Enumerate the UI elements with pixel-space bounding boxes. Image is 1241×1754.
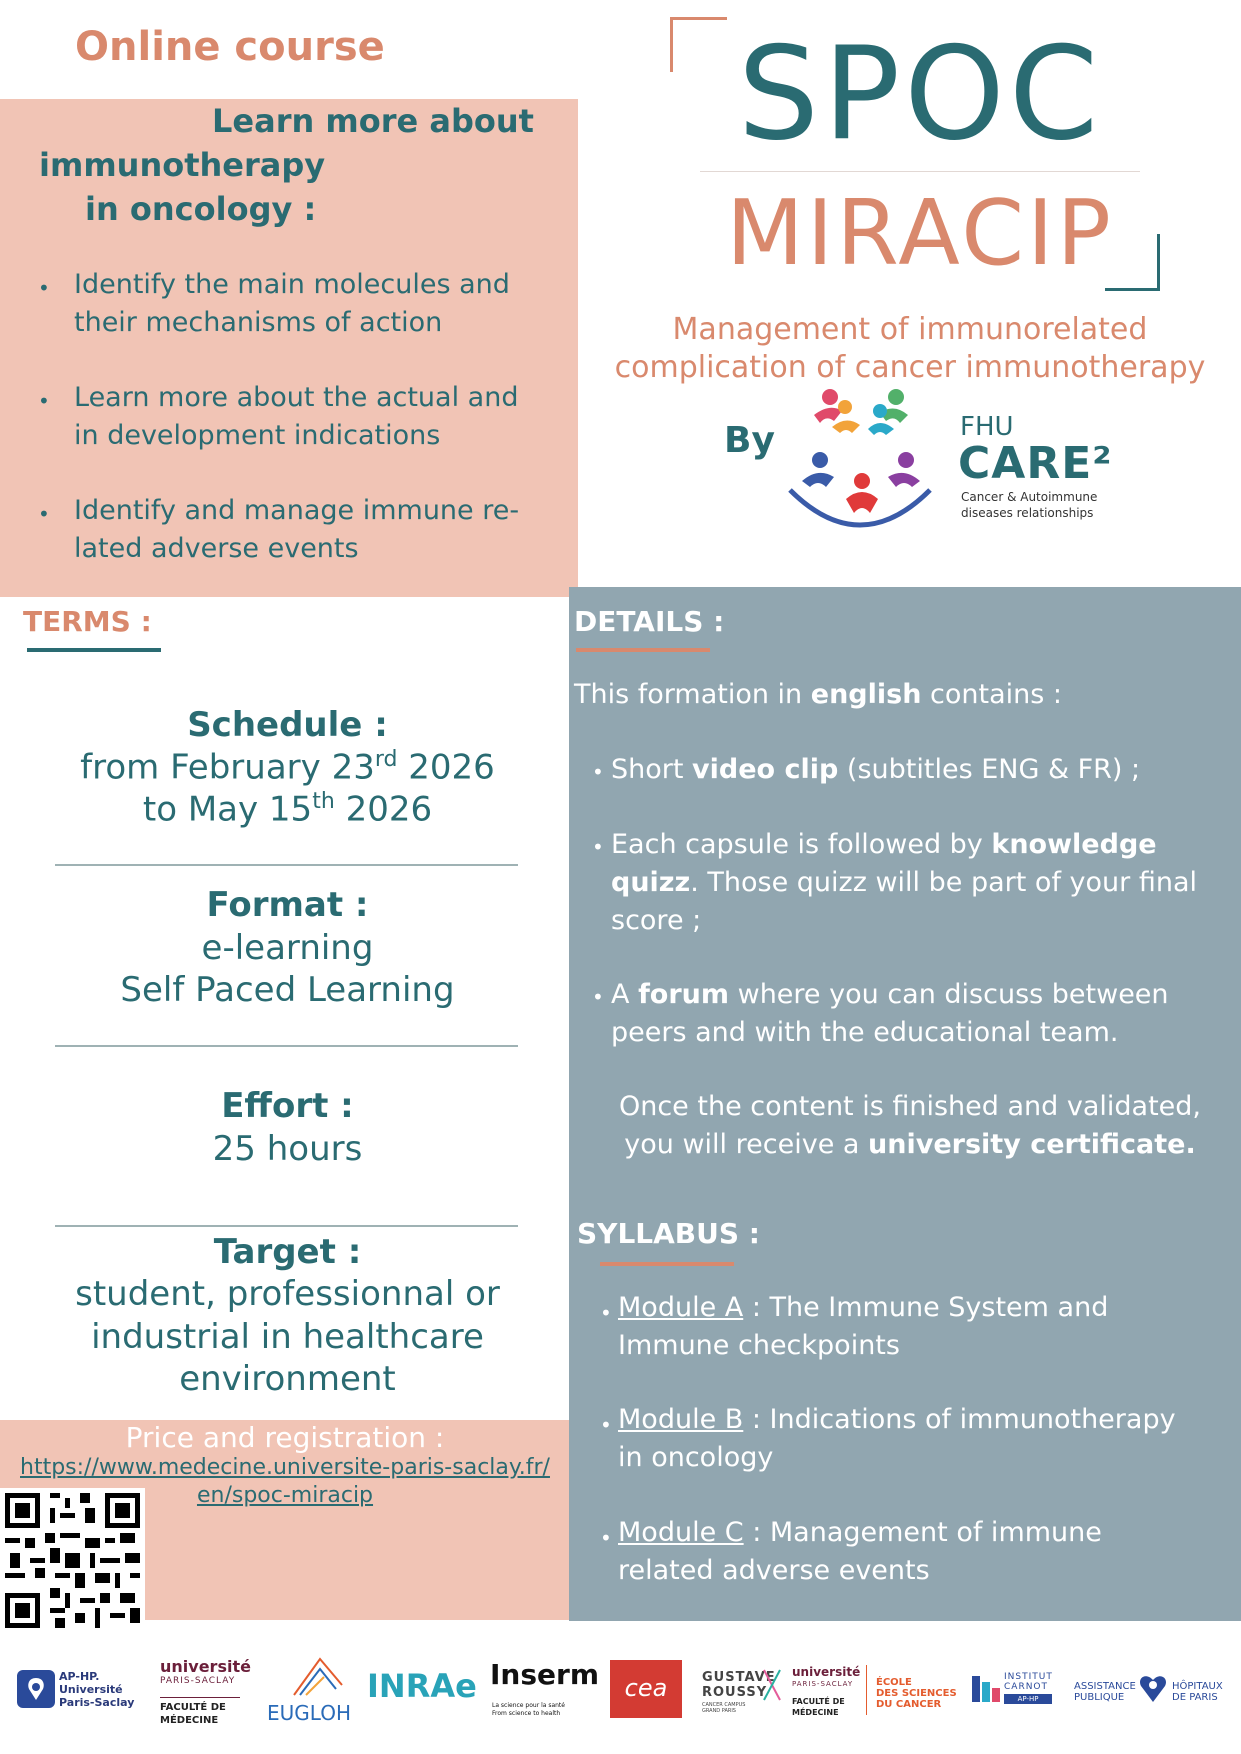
by-label: By: [724, 420, 775, 461]
registration-link-line-2[interactable]: en/spoc-miracip: [196, 1483, 374, 1508]
details-bullet-forum: [611, 976, 1231, 1052]
details-bullet-forum-bold: forum: [638, 979, 730, 1010]
registration-label: Price and registration :: [125, 1421, 445, 1454]
qr-code-icon[interactable]: [0, 1488, 145, 1633]
terms-heading: TERMS :: [23, 605, 152, 638]
gustave-roussy-line-2: ROUSSY: [702, 1685, 768, 1700]
ups-logo-sub: PARIS-SACLAY: [160, 1676, 236, 1686]
ups-logo: université: [160, 1657, 251, 1676]
terms-separator: [55, 1045, 518, 1047]
details-bullet-quizz-bold-1: knowledge: [991, 829, 1157, 860]
target-line-2: industrial in healthcare: [91, 1317, 484, 1357]
module-b-link[interactable]: Module B: [618, 1404, 744, 1435]
details-closing-pre: you will receive a: [624, 1129, 869, 1160]
module-c-desc-2: related adverse events: [618, 1555, 930, 1586]
terms-separator: [55, 1225, 518, 1227]
eugloh-logo-icon: [290, 1655, 346, 1701]
aphp-logo-right: [1172, 1681, 1223, 1703]
aphp-shield-icon: [17, 1670, 55, 1708]
intro-bullet-2: [74, 379, 574, 455]
inserm-tagline-2: From science to health: [492, 1710, 561, 1717]
miracip-wordmark: MIRACIP: [726, 181, 1114, 286]
bullet-icon: •: [600, 1301, 612, 1325]
details-intro-pre: This formation in: [574, 679, 811, 710]
intro-bullet-1-line-1: Identify the main molecules and: [74, 269, 510, 300]
aphp-line-4: DE PARIS: [1172, 1692, 1218, 1703]
module-c-desc-1: : Management of immune: [743, 1517, 1102, 1548]
details-bullet-video: [611, 751, 1140, 789]
ecole-logo: [876, 1677, 957, 1710]
ups2-faculty-line-1: FACULTÉ DE: [792, 1697, 845, 1706]
aphp-ups-line-2: Université: [59, 1683, 123, 1696]
aphp-ups-line-1: AP-HP.: [59, 1670, 100, 1683]
format-line-2: Self Paced Learning: [120, 970, 455, 1010]
carnot-aphp: AP-HP: [1004, 1694, 1052, 1704]
carnot-line-2: CARNOT: [1004, 1682, 1049, 1692]
ups-faculty: [160, 1701, 226, 1727]
inserm-tagline-1: La science pour la santé: [492, 1702, 565, 1709]
details-closing-line-1: Once the content is finished and validated,: [618, 1091, 1202, 1122]
intro-bullet-3: [74, 492, 574, 568]
spoc-wordmark: SPOC: [737, 20, 1103, 169]
syllabus-heading: SYLLABUS :: [577, 1217, 760, 1250]
eugloh-label: EUGLOH: [267, 1701, 351, 1725]
care-tagline-line-1: Cancer & Autoimmune: [961, 490, 1098, 504]
terms-underline: [27, 648, 161, 652]
target-line-1: student, professionnal or: [75, 1274, 500, 1314]
ups2-logo: université: [792, 1665, 861, 1679]
details-intro-post: contains :: [921, 679, 1062, 710]
page-kicker: Online course: [75, 24, 385, 70]
module-a-desc-2: Immune checkpoints: [618, 1330, 900, 1361]
aphp-line-1: ASSISTANCE: [1074, 1681, 1136, 1692]
target-label: Target :: [213, 1232, 362, 1272]
module-a-desc-1: : The Immune System and: [743, 1292, 1109, 1323]
gustave-roussy-line-1: GUSTAVE: [702, 1670, 776, 1685]
schedule-to-date: to May 15: [142, 789, 313, 830]
details-bullet-video-bold: video clip: [692, 754, 839, 785]
bullet-icon: •: [38, 276, 50, 300]
schedule-from: [40, 747, 535, 787]
details-closing-bold: university certificate.: [868, 1129, 1196, 1160]
module-b-desc-1: : Indications of immunotherapy: [743, 1404, 1176, 1435]
bullet-icon: •: [600, 1526, 612, 1550]
target-line-3: environment: [179, 1359, 396, 1399]
aphp-ups-line-3: Paris-Saclay: [59, 1696, 135, 1709]
inrae-logo: INRAe: [367, 1667, 477, 1705]
ups2-faculty-line-2: MÉDECINE: [792, 1708, 839, 1717]
schedule-to-year: 2026: [334, 789, 433, 830]
details-bullet-video-post: (subtitles ENG & FR) ;: [838, 754, 1141, 785]
details-bullet-video-pre: Short: [611, 754, 693, 785]
details-bullet-quizz-post-1: . Those quizz will be part of your final: [690, 867, 1197, 898]
schedule-from-date: from February 23: [80, 747, 375, 788]
module-b-desc-2: in oncology: [618, 1442, 774, 1473]
ups2-faculty: [792, 1696, 845, 1718]
details-bullet-forum-pre: A: [611, 979, 639, 1010]
carnot-mark-icon: [972, 1676, 1000, 1702]
ecole-line-1: ÉCOLE: [876, 1677, 912, 1688]
ecole-line-2: DES SCIENCES: [876, 1688, 957, 1699]
aphp-logo-left: [1074, 1681, 1136, 1703]
gustave-roussy-sub-2: GRAND PARIS: [702, 1708, 736, 1714]
schedule-from-year: 2026: [397, 747, 495, 788]
carnot-logo: [1004, 1672, 1053, 1692]
bullet-icon: •: [592, 835, 604, 859]
syllabus-module-b: [618, 1401, 1238, 1477]
ups-faculty-line-1: FACULTÉ DE: [160, 1702, 226, 1713]
intro-bullet-2-line-2: in development indications: [74, 420, 441, 451]
ups2-logo-sub: PARIS-SACLAY: [792, 1680, 854, 1688]
ups-logo-divider: [160, 1697, 240, 1698]
details-bullet-quizz-bold-2: quizz: [611, 867, 691, 898]
schedule-label: Schedule :: [187, 705, 388, 745]
intro-bullet-1-line-2: their mechanisms of action: [74, 307, 443, 338]
registration-link-line-1[interactable]: https://www.medecine.universite-paris-saclay.fr/: [20, 1455, 550, 1480]
fhu-label: FHU: [960, 412, 1014, 442]
ecole-divider: [866, 1665, 867, 1715]
intro-bullet-3-line-2: lated adverse events: [74, 533, 359, 564]
intro-bullet-1: [74, 266, 574, 342]
bullet-icon: •: [600, 1413, 612, 1437]
details-bullet-quizz: [611, 826, 1231, 940]
format-line-1: e-learning: [201, 928, 374, 968]
schedule-to: [40, 789, 535, 829]
intro-title-line-3: in oncology :: [85, 190, 317, 228]
gustave-roussy-sub: [702, 1702, 745, 1714]
course-subtitle-line-1: Management of immunorelated: [672, 312, 1148, 347]
terms-separator: [55, 864, 518, 866]
effort-value: 25 hours: [212, 1129, 363, 1169]
ups-faculty-line-2: MÉDECINE: [160, 1715, 219, 1726]
care-people-logo-icon: [780, 385, 940, 540]
carnot-line-1: INSTITUT: [1004, 1672, 1053, 1682]
care-tagline-line-2: diseases relationships: [961, 506, 1094, 520]
intro-bullet-3-line-1: Identify and manage immune re-: [74, 495, 520, 526]
intro-title-line-2: immunotherapy: [39, 146, 326, 184]
syllabus-underline: [600, 1262, 734, 1266]
module-c-link[interactable]: Module C: [618, 1517, 744, 1548]
syllabus-module-c: [618, 1514, 1238, 1590]
bullet-icon: •: [38, 389, 50, 413]
details-bullet-forum-post-1: where you can discuss between: [729, 979, 1169, 1010]
format-label: Format :: [206, 885, 369, 925]
details-bullet-quizz-post-2: score ;: [611, 905, 702, 936]
effort-label: Effort :: [221, 1086, 354, 1126]
ecole-line-3: DU CANCER: [876, 1699, 942, 1710]
schedule-from-suffix: rd: [374, 747, 398, 772]
details-intro: [574, 676, 1062, 714]
details-bullet-forum-post-2: peers and with the educational team.: [611, 1017, 1119, 1048]
syllabus-module-a: [618, 1289, 1238, 1365]
inserm-tagline: [492, 1702, 565, 1718]
details-closing: [580, 1088, 1240, 1164]
details-intro-bold: english: [810, 679, 922, 710]
aphp-line-3: HÔPITAUX: [1172, 1681, 1223, 1692]
inserm-logo: Inserm: [490, 1658, 599, 1691]
intro-bullet-2-line-1: Learn more about the actual and: [74, 382, 519, 413]
bullet-icon: •: [38, 502, 50, 526]
intro-title-line-1: Learn more about: [212, 102, 534, 140]
course-subtitle-line-2: complication of cancer immunotherapy: [614, 350, 1206, 385]
logo-divider: [700, 171, 1140, 172]
schedule-to-suffix: th: [312, 789, 335, 814]
cea-label: cea: [624, 1674, 668, 1702]
bullet-icon: •: [592, 760, 604, 784]
bullet-icon: •: [592, 985, 604, 1009]
gustave-roussy-mark-icon: [760, 1668, 784, 1702]
details-heading: DETAILS :: [574, 605, 725, 638]
details-underline: [576, 648, 710, 652]
aphp-line-2: PUBLIQUE: [1074, 1692, 1125, 1703]
care-wordmark: CARE²: [958, 438, 1113, 489]
module-a-link[interactable]: Module A: [618, 1292, 744, 1323]
aphp-ups-logo: [59, 1670, 134, 1709]
gustave-roussy-sub-1: CANCER CAMPUS: [702, 1702, 746, 1708]
aphp-heart-icon: [1138, 1672, 1168, 1704]
details-bullet-quizz-pre: Each capsule is followed by: [611, 829, 992, 860]
